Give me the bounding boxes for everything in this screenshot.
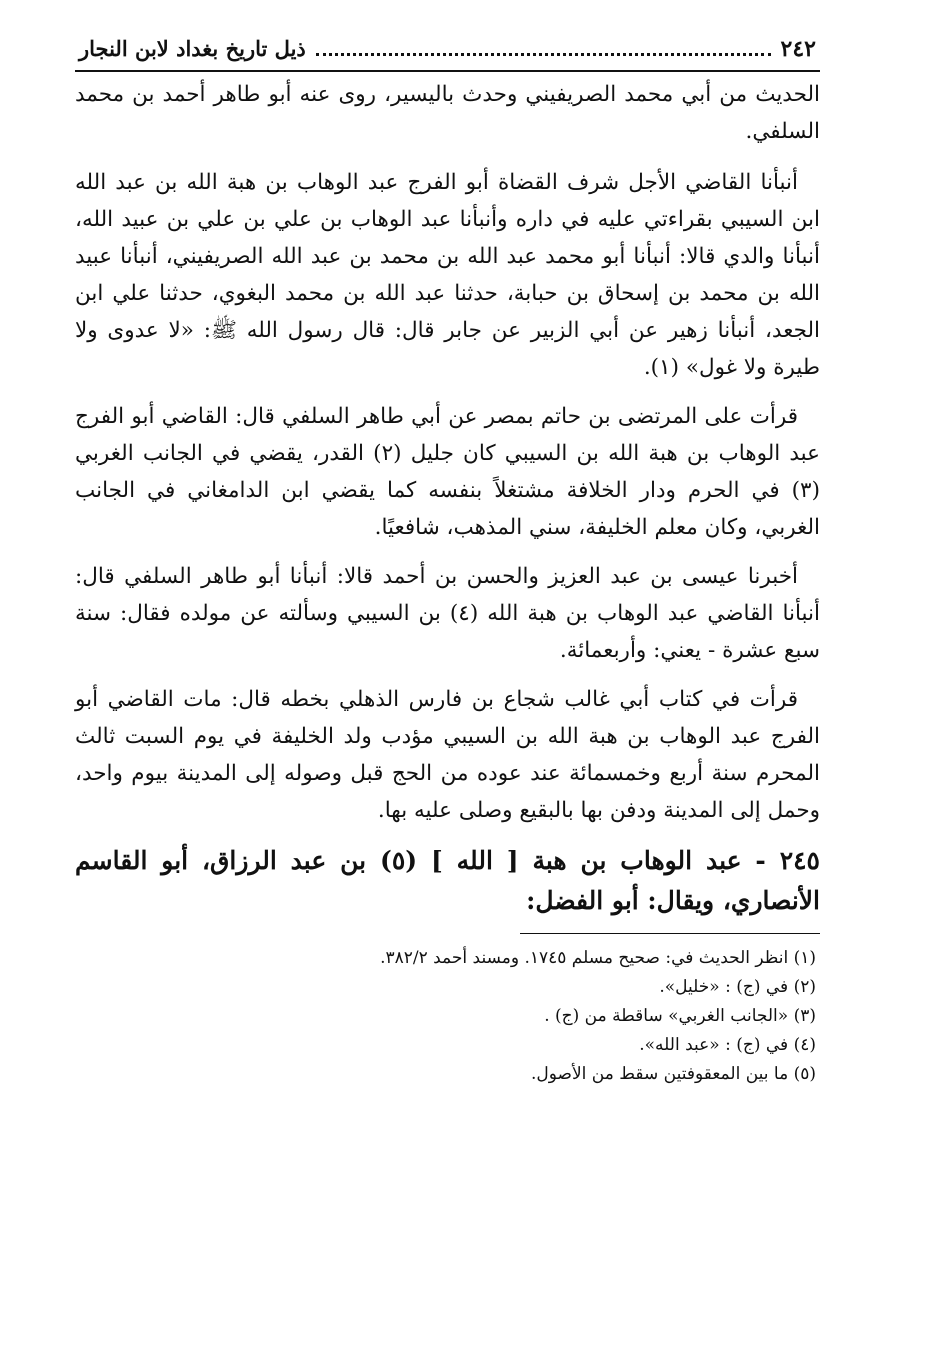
paragraph-birth-date: أخبرنا عيسى بن عبد العزيز والحسن بن أحمد قالا: أنبأنا أبو طاهر السلفي قال: أنبأنا القاضي عبد الوهاب بن هبة الله (٤) بن السيبي وسألته عن مولده فقال: سنة سبع عشرة - يعني: وأربعمائة. [75, 564, 820, 663]
footnote: (١) انظر الحديث في: صحيح مسلم ١٧٤٥. ومسند أحمد ٣٨٢/٢. [380, 948, 816, 968]
footnotes [75, 944, 820, 1089]
paragraph-silafi-report: قرأت على المرتضى بن حاتم بمصر عن أبي طاهر السلفي قال: القاضي أبو الفرج عبد الوهاب بن هبة الله بن السيبي كان جليل (٢) القدر، يقضي في الجانب الغربي (٣) في الحرم ودار الخلافة مشتغلاً بنفسه كما يقضي ابن الدامغاني في الجانب الغربي، وكان معلم الخليفة، سني المذهب، شافعيًا. [75, 404, 820, 540]
footnote-divider [520, 933, 820, 934]
paragraph-continuation: الحديث من أبي محمد الصريفيني وحدث باليسير، روى عنه أبو طاهر أحمد بن محمد السلفي. [75, 82, 820, 144]
leader-dots [316, 37, 771, 56]
footnote: (٤) في (ج) : «عبد الله». [639, 1035, 816, 1055]
footnote: (٥) ما بين المعقوفتين سقط من الأصول. [531, 1064, 816, 1084]
paragraph-death-report: قرأت في كتاب أبي غالب شجاع بن فارس الذهلي بخطه قال: مات القاضي أبو الفرج عبد الوهاب بن هبة الله بن السيبي مؤدب ولد الخليفة في يوم السبت ثالث المحرم سنة أربع وخمسمائة عند عوده من الحج قبل وصوله إلى المدينة بيوم واحد، وحمل إلى المدينة ودفن بها بالبقيع وصلى عليه بها. [75, 687, 820, 823]
running-head [75, 34, 820, 72]
footnote: (٢) في (ج) : «خليل». [659, 977, 816, 997]
book-page [75, 34, 820, 1089]
page-number: ٢٤٢ [780, 36, 816, 62]
entry-heading: ٢٤٥ - عبد الوهاب بن هبة [ الله ] (٥) بن عبد الرزاق، أبو القاسم الأنصاري، ويقال: أبو الفضل: [75, 846, 820, 915]
book-title: ذيل تاريخ بغداد لابن النجار [79, 36, 306, 61]
paragraph-hadith-chain: أنبأنا القاضي الأجل شرف القضاة أبو الفرج عبد الوهاب بن هبة الله بن عبد الله ابن السيبي بقراءتي عليه في داره وأنبأنا عبد الوهاب بن علي بن علي بن عبيد الله، أنبأنا والدي قالا: أنبأنا أبو محمد عبد الله بن محمد بن عبد الله الصريفيني، أنبأنا عبيد الله بن محمد بن إسحاق بن حبابة، حدثنا عبد الله بن محمد البغوي، حدثنا علي ابن الجعد، أنبأنا زهير عن أبي الزبير عن جابر قال: قال رسول الله ﷺ: «لا عدوى ولا طيرة ولا غول» (١). [75, 170, 820, 380]
body-text [75, 76, 820, 829]
footnote: (٣) «الجانب الغربي» ساقطة من (ج) . [544, 1006, 816, 1026]
